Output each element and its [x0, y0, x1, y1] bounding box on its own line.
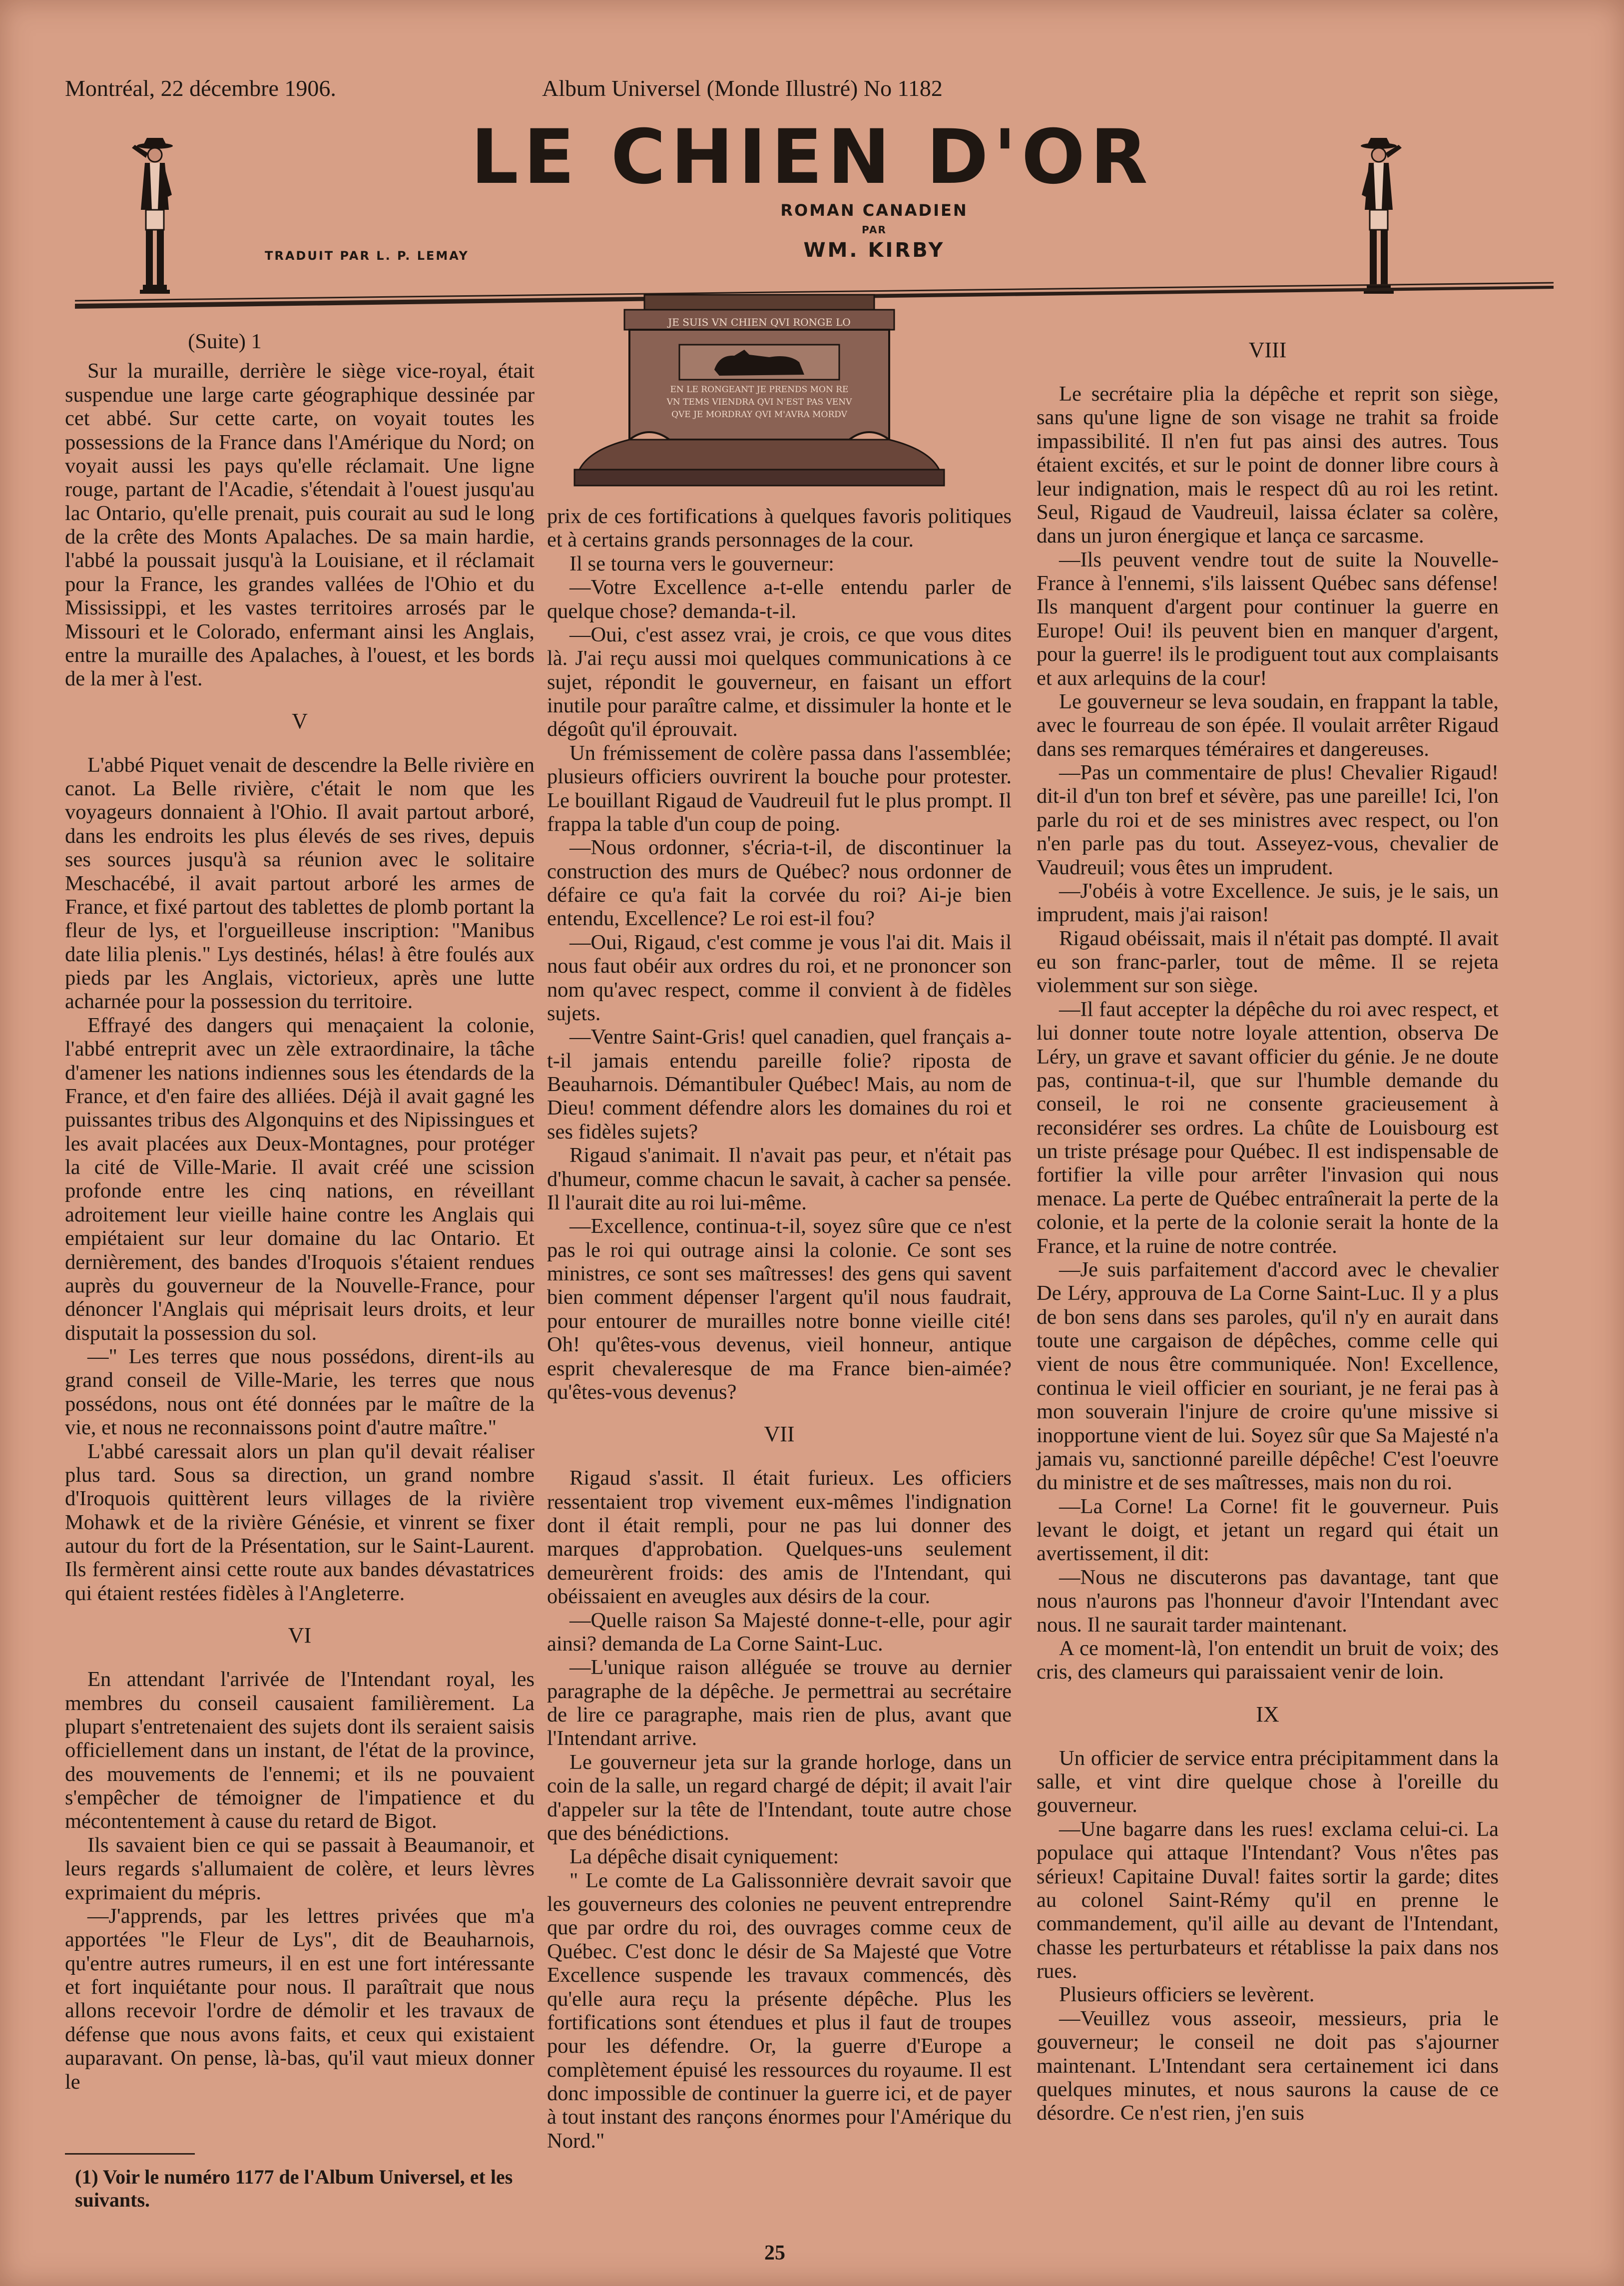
- par-label: PAR: [862, 224, 887, 236]
- paragraph: —Votre Excellence a-t-elle entendu parler de quelque chose? demanda-t-il.: [547, 575, 1012, 623]
- paragraph: —J'apprends, par les lettres privées que m'a apportées "le Fleur de Lys", dit de Beauharnois, qu'entre autres rumeurs, il en est une fort intéressante et fort inquiétante pour nous. Il paraîtrait que nous allons recevoir l'ordre de démolir et les travaux de défense que nous avons faits, et ceux qui existaient auparavant. On pense, là-bas, qu'il vaut mieux donner le: [65, 1904, 535, 2094]
- paragraph: A ce moment-là, l'on entendit un bruit de voix; des cris, des clameurs qui paraissaient venir de loin.: [1037, 1636, 1499, 1684]
- inscription-line-4: QVE JE MORDRAY QVI M'AVRA MORDV: [671, 410, 847, 420]
- inscription-line-3: VN TEMS VIENDRA QVI N'EST PAS VENV: [666, 397, 852, 407]
- paragraph: Il se tourna vers le gouverneur:: [569, 552, 834, 575]
- footnote-rule: [65, 2153, 195, 2155]
- paragraph: Le gouverneur se leva soudain, en frappant la table, avec le fourreau de son épée. Il voulait arrêter Rigaud dans ses remarques téméraires et dangereuses.: [1037, 689, 1499, 761]
- paragraph: Le secrétaire plia la dépêche et reprit son siège, sans qu'une ligne de son visage ne trahit sa froide impassibilité. Il n'en fut pas ainsi des autres. Tous étaient excités, et sur le point de donner libre cours à leur indignation, mais le respect dû au roi les retint. Seul, Rigaud de Vaudreuil, laissa éclater sa colère, dans un juron énergique et lança ce sarcasme.: [1037, 382, 1499, 548]
- paragraph: L'abbé caressait alors un plan qu'il devait réaliser plus tard. Sous sa direction, un grand nombre d'Iroquois quittèrent leurs villages de la rivière Mohawk et de la rivière Génésie, et vinrent se fixer autour du fort de la Présentation, sur le Saint-Laurent. Ils fermèrent ainsi cette route aux bandes dévastatrices qui étaient restées fidèles à l'Angleterre.: [65, 1439, 535, 1605]
- paragraph: —Pas un commentaire de plus! Chevalier Rigaud! dit-il d'un ton bref et sévère, pas une pareille! Ici, l'on parle du roi et de ses ministres avec respect, ou l'on n'en parle pas du tout. Asseyez-vous, chevalier de Vaudreuil; vous êtes un imprudent.: [1037, 761, 1499, 879]
- section-heading: VII: [764, 1422, 795, 1447]
- paragraph: —Ventre Saint-Gris! quel canadien, quel français a-t-il jamais entendu pareille folie? riposta de Beauharnois. Démantibuler Québec! Mais, au nom de Dieu! comment défendre alors les domaines du roi et ses fidèles sujets?: [547, 1025, 1012, 1143]
- paragraph: L'abbé Piquet venait de descendre la Belle rivière en canot. La Belle rivière, c'était le nom que les voyageurs donnaient à l'Ohio. Il avait partout arboré, dans les endroits les plus élevés de ses rives, depuis ses sources jusqu'à sa réunion avec le solitaire Meschacébé, il avait partout arboré les armes de France, et fixé partout des tablettes de plomb portant la fleur de lys, et l'orgueilleuse inscription: "Manibus date lilia plenis." Lys destinés, hélas! à être foulés aux pieds par les Anglais, victorieux, après une lutte acharnée pour la possession du territoire.: [65, 753, 535, 1014]
- continued-label: (Suite) 1: [188, 330, 262, 353]
- paragraph: Rigaud s'animait. Il n'avait pas peur, et n'était pas d'humeur, comme chacun le savait, à cacher sa pensée. Il l'aurait dite au roi lui-même.: [547, 1143, 1012, 1214]
- paragraph: Un officier de service entra précipitamment dans la salle, et vint dire quelque chose à l'oreille du gouverneur.: [1037, 1746, 1499, 1817]
- paragraph: La dépêche disait cyniquement:: [569, 1845, 839, 1869]
- paragraph: —Veuillez vous asseoir, messieurs, pria le gouverneur; le conseil ne doit pas s'ajourner maintenant. L'Intendant sera certainement ici dans quelques minutes, et nous saurons la cause de ce désordre. Ce n'est rien, j'en suis: [1037, 2006, 1499, 2125]
- author: WM. KIRBY: [803, 239, 945, 262]
- paragraph: Sur la muraille, derrière le siège vice-royal, était suspendue une large carte géographique dessinée par cet abbé. Sur cette carte, on voyait toutes les possessions de la France dans l'Amérique du Nord; on voyait aussi les pays qu'elle réclamait. Une ligne rouge, partant de l'Acadie, s'étendait à l'ouest jusqu'au lac Ontario, qu'elle prenait, puis courait au sud le long de la crête des Monts Apalaches. De sa main hardie, l'abbé la poussait jusqu'à la Louisiane, et il réclamait pour la France, les grandes vallées de l'Ohio et du Mississippi, et les vastes territoires arrosés par le Missouri et le Colorado, enfermant ainsi les Anglais, entre la muraille des Apalaches, à l'ouest, et les bords de la mer à l'est.: [65, 359, 535, 691]
- paragraph: —J'obéis à votre Excellence. Je suis, je le sais, un imprudent, mais j'ai raison!: [1037, 879, 1499, 927]
- paragraph: —L'unique raison alléguée se trouve au dernier paragraphe de la dépêche. Je permettrai au secrétaire de lire ce paragraphe, mais rien de plus, avant que l'Intendant arrive.: [547, 1656, 1012, 1750]
- paragraph: —Nous ordonner, s'écria-t-il, de discontinuer la construction des murs de Québec? nous ordonner de défaire ce qu'a fait la corvée du roi? Ai-je bien entendu, Excellence? Le roi est-il fou?: [547, 836, 1012, 931]
- dateline: Montréal, 22 décembre 1906.: [65, 75, 336, 101]
- page-number: 25: [764, 2242, 785, 2265]
- paragraph: En attendant l'arrivée de l'Intendant royal, les membres du conseil causaient familièrement. La plupart s'entretenaient des sujets dont ils seraient saisis officiellement dans un instant, de l'état de la province, des mouvements de l'ennemi; et ils ne pouvaient s'empêcher de témoigner de l'impatience et du mécontentement à cause du retard de Bigot.: [65, 1668, 535, 1833]
- soldier-right-illustration: [1344, 135, 1414, 300]
- section-heading: VI: [288, 1623, 312, 1648]
- paragraph: Plusieurs officiers se levèrent.: [1059, 1983, 1315, 2007]
- translator: TRADUIT PAR L. P. LEMAY: [265, 249, 469, 263]
- section-heading: VIII: [1248, 338, 1287, 362]
- footnote: (1) Voir le numéro 1177 de l'Album Universel, et les suivants.: [75, 2166, 513, 2211]
- story-title: LE CHIEN D'OR: [471, 114, 1153, 201]
- paragraph: Rigaud obéissait, mais il n'était pas dompté. Il avait eu son franc-parler, tout de même. Il se rejeta violemment sur son siège.: [1037, 926, 1499, 998]
- paragraph: Rigaud s'assit. Il était furieux. Les officiers ressentaient trop vivement eux-mêmes l'indignation dont il était rempli, pour ne pas lui donner des marques d'approbation. Quelques-uns seulement demeurèrent froids: des amis de l'Intendant, qui obéissaient en aveugles aux désirs de la cour.: [547, 1466, 1012, 1609]
- section-heading: IX: [1256, 1702, 1279, 1726]
- article-column-1: [65, 330, 535, 2094]
- paragraph: —La Corne! La Corne! fit le gouverneur. Puis levant le doigt, et jetant un regard qui était un avertissement, il dit:: [1037, 1494, 1499, 1566]
- publication-line: Album Universel (Monde Illustré) No 1182: [542, 75, 943, 101]
- paragraph: Le gouverneur jeta sur la grande horloge, dans un coin de la salle, un regard chargé de dépit; il avait l'air d'appeler sur la tête de l'Intendant, toute autre chose que des bénédictions.: [547, 1750, 1012, 1845]
- chien-d-or-stone-tablet: [569, 290, 949, 490]
- paragraph: —Nous ne discuterons pas davantage, tant que nous n'aurons pas l'honneur d'avoir l'Intendant avec nous. Il ne saurait tarder maintenant.: [1037, 1565, 1499, 1637]
- paragraph: —Il faut accepter la dépêche du roi avec respect, et lui donner toute notre loyale attention, observa De Léry, un grave et savant officier du génie. Je ne doute pas, continua-t-il, que sur l'humble demande du conseil, le roi ne consente gracieusement à reconsidérer ses ordres. La chûte de Louisbourg est un triste présage pour Québec. Il est indispensable de fortifier la ville pour arrêter l'invasion qui nous menace. La perte de Québec entraînerait la perte de la colonie, et la perte de la colonie serait la honte de la France, et la ruine de notre contrée.: [1037, 997, 1499, 1258]
- paragraph: Ils savaient bien ce qui se passait à Beaumanoir, et leurs regards s'allumaient de colère, et leurs lèvres exprimaient du mépris.: [65, 1833, 535, 1904]
- paragraph: Effrayé des dangers qui menaçaient la colonie, l'abbé entreprit avec un zèle extraordinaire, la tâche d'amener les nations indiennes sous les étendards de la France, et d'en faire des alliées. Déjà il avait gagné les puissantes tribus des Algonquins et des Nipissingues et les avait placées aux Deux-Montagnes, pour protéger la cité de Ville-Marie. Il avait créé une scission profonde entre les cinq nations, en réveillant adroitement leur vieille haine contre les Anglais qui empiétaient sur leur domaine du lac Ontario. Et dernièrement, des bandes d'Iroquois s'étaient rendues auprès du gouverneur de la Nouvelle-France, pour dénoncer l'Anglais qui méprisait leurs droits, et leur disputait la possession du sol.: [65, 1013, 535, 1345]
- section-heading: V: [292, 708, 308, 733]
- inscription-line-1: JE SUIS VN CHIEN QVI RONGE LO: [668, 316, 851, 328]
- paragraph: —Quelle raison Sa Majesté donne-t-elle, pour agir ainsi? demanda de La Corne Saint-Luc.: [547, 1608, 1012, 1656]
- paragraph: —Ils peuvent vendre tout de suite la Nouvelle-France à l'ennemi, s'ils laissent Québec sans défense! Ils manquent d'argent pour continuer la guerre en Europe! Oui! ils peuvent bien en manquer d'argent, pour la guerre! ils le prodiguent tout aux complaisants et aux arlequins de la cour!: [1037, 548, 1499, 690]
- article-column-3: [1037, 320, 1499, 2125]
- subtitle: ROMAN CANADIEN: [780, 201, 968, 220]
- paragraph: —Excellence, continua-t-il, soyez sûre que ce n'est pas le roi qui outrage ainsi la colonie. Ce sont ses ministres, ce sont ses maîtresses! des gens qui savent bien comment dépenser l'argent qu'il nous faudrait, pour entourer de murailles notre bonne vieille cité! Oh! qu'êtes-vous devenus, vieil honneur, antique esprit chevaleresque de ma France bien-aimée? qu'êtes-vous devenus?: [547, 1214, 1012, 1404]
- paragraph: prix de ces fortifications à quelques favoris politiques et à certains grands personnages de la cour.: [547, 505, 1012, 552]
- inscription-line-2: EN LE RONGEANT JE PRENDS MON RE: [670, 385, 849, 395]
- paragraph: —Une bagarre dans les rues! exclama celui-ci. La populace qui attaque l'Intendant? Vous n'êtes pas sérieux! Capitaine Duval! faites sortir la garde; dites au colonel Saint-Rémy qu'il en prenne le commandement, qu'il aille au devant de l'Intendant, chasse les perturbateurs et rétablisse la paix dans nos rues.: [1037, 1817, 1499, 1983]
- paragraph: —Oui, Rigaud, c'est comme je vous l'ai dit. Mais il nous faut obéir aux ordres du roi, et ne prononcer son nom qu'avec respect, comme il convient à de fidèles sujets.: [547, 930, 1012, 1025]
- soldier-left-illustration: [120, 135, 190, 300]
- paragraph: —Je suis parfaitement d'accord avec le chevalier De Léry, approuva de La Corne Saint-Luc. Il y a plus de bon sens dans ses paroles, qu'il n'y en aurait dans toute une cargaison de dépêches, comme celle qui vient de nous être communiquée. Non! Excellence, continua le vieil officier en souriant, je ne ferai pas à mon souverain l'injure de croire qu'une missive si inopportune vient de lui. Soyez sûr que Sa Majesté n'a jamais vu, sanctionné pareille dépêche! C'est l'oeuvre du ministre et de ses maîtresses, mais non du roi.: [1037, 1257, 1499, 1495]
- paragraph: Un frémissement de colère passa dans l'assemblée; plusieurs officiers ouvrirent la bouche pour protester. Le bouillant Rigaud de Vaudreuil fut le plus prompt. Il frappa la table d'un coup de poing.: [547, 741, 1012, 836]
- paragraph: —Oui, c'est assez vrai, je crois, ce que vous dites là. J'ai reçu aussi moi quelques communications à ce sujet, répondit le gouverneur, en faisant un effort inutile pour paraître calme, et dissimuler la honte et le dégoût qu'il éprouvait.: [547, 622, 1012, 741]
- article-column-2: [547, 505, 1012, 2153]
- paragraph: " Le comte de La Galissonnière devrait savoir que les gouverneurs des colonies ne peuvent entreprendre que par ordre du roi, des ouvrages comme ceux de Québec. C'est donc le désir de Sa Majesté que Votre Excellence suspende les travaux commencés, dès qu'elle aura reçu la présente dépêche. Plus les fortifications sont étendues et plus il faut de troupes pour les défendre. Or, la guerre d'Europe a complètement épuisé les ressources du royaume. Il est donc impossible de continuer la guerre ici, et de payer à tout instant des rançons énormes pour l'Amérique du Nord.": [547, 1868, 1012, 2153]
- paragraph: —" Les terres que nous possédons, dirent-ils au grand conseil de Ville-Marie, les terres que nous possédons, nous ont été données par le maître de la vie, et nous ne reconnaissons point d'autre maître.": [65, 1345, 535, 1440]
